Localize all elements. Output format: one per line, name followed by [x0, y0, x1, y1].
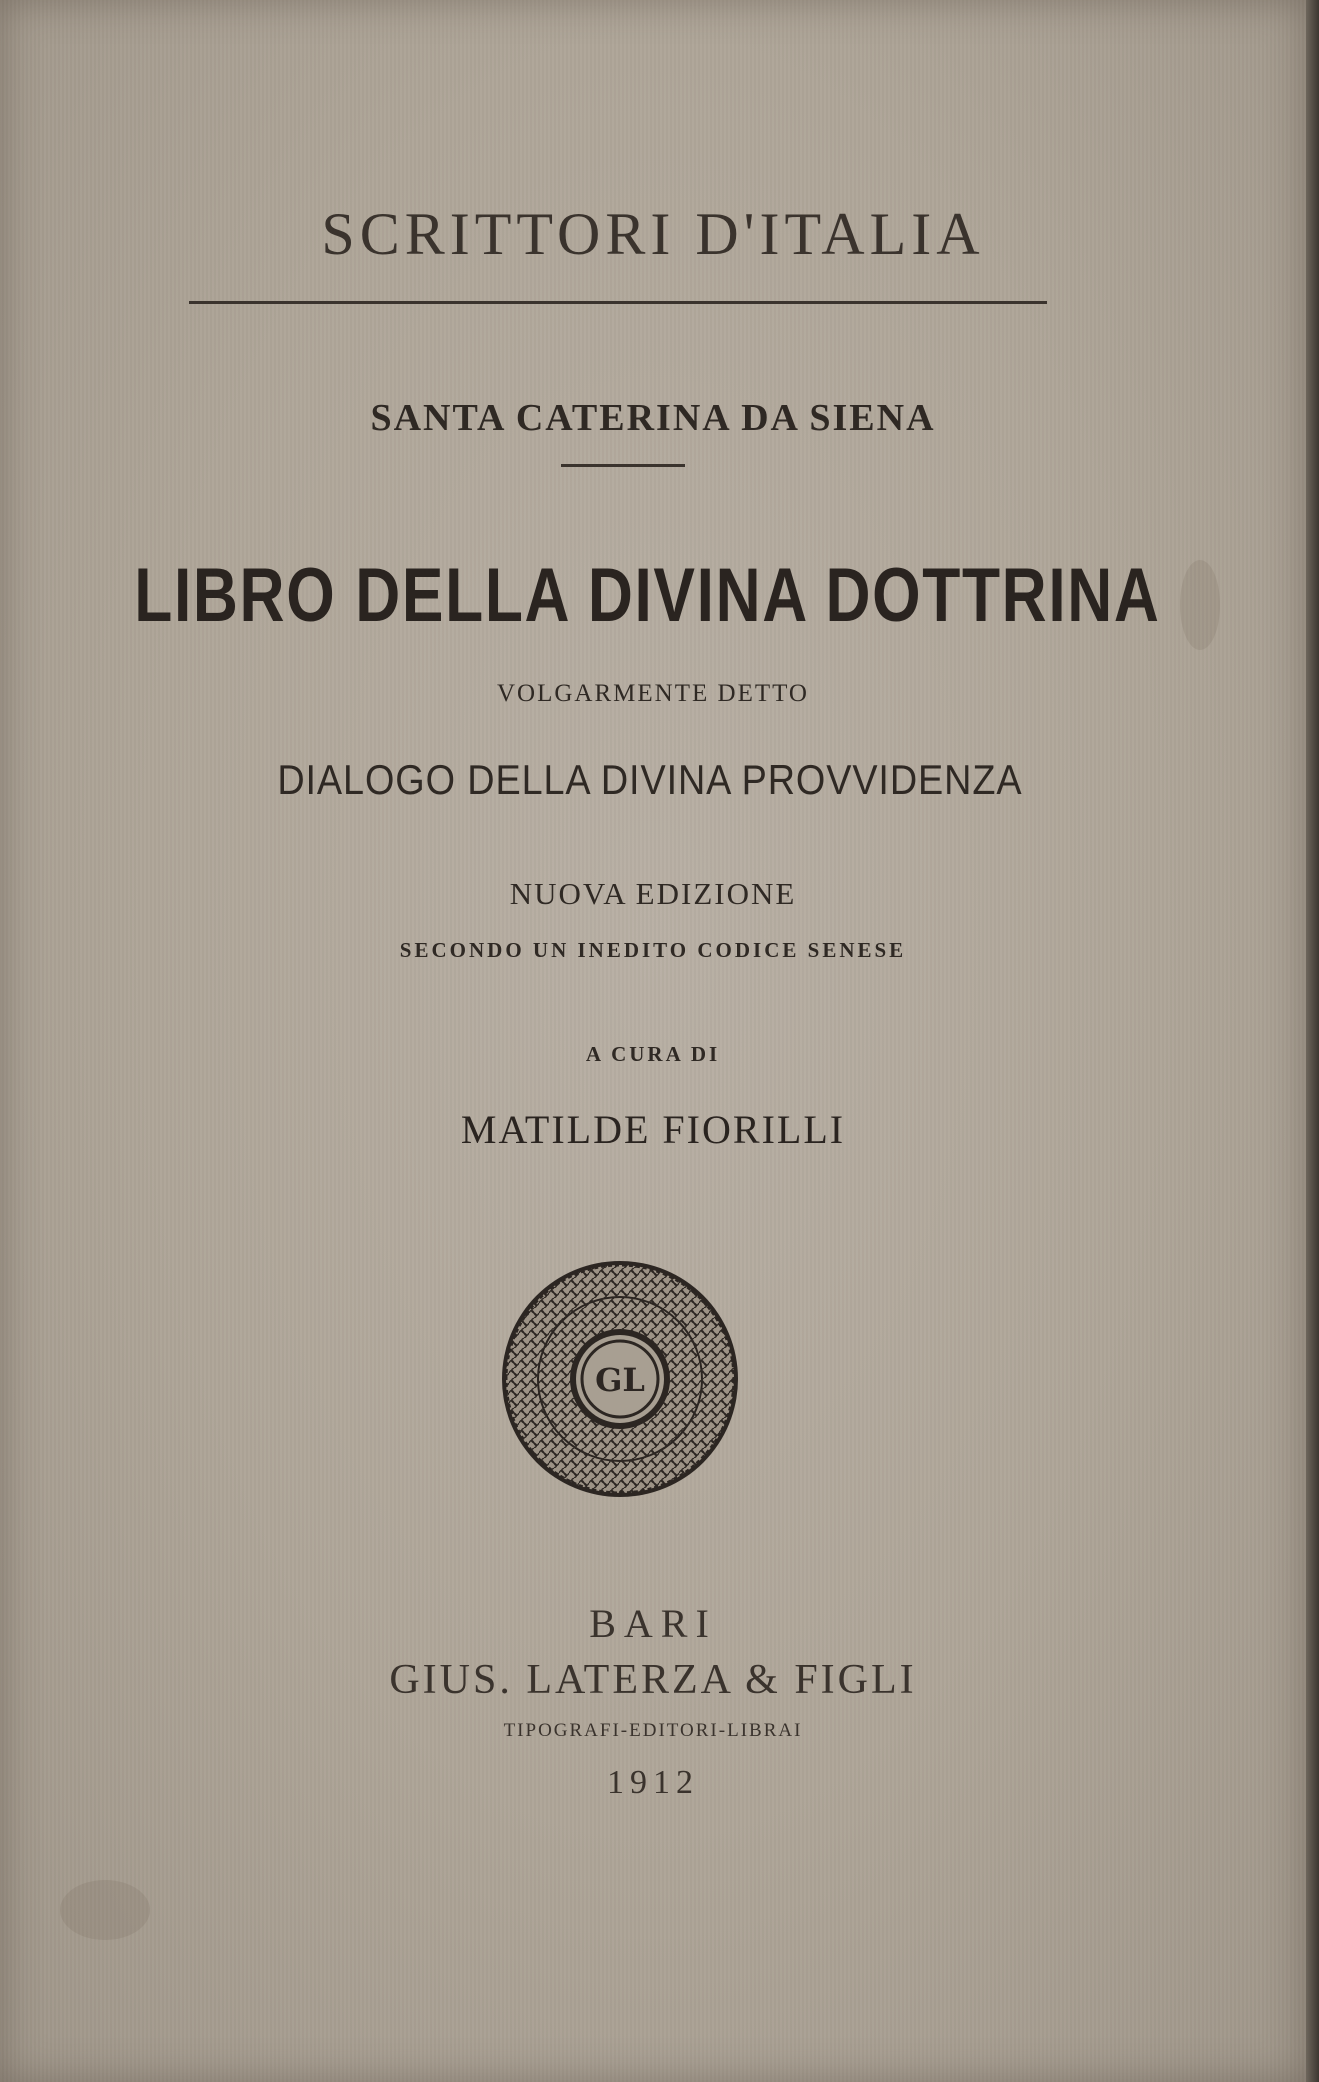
paper-stain [60, 1880, 150, 1940]
editor-name: MATILDE FIORILLI [460, 1107, 846, 1152]
subtitle-intro: VOLGARMENTE DETTO [497, 680, 809, 707]
author-name: SANTA CATERINA DA SIENA [370, 397, 936, 439]
publisher-trade: TIPOGRAFI-EDITORI-LIBRAI [503, 1720, 803, 1741]
publisher-name: GIUS. LATERZA & FIGLI [389, 1657, 917, 1703]
editor-intro: A CURA DI [585, 1042, 721, 1066]
author-divider [561, 464, 685, 467]
publication-place: BARI [589, 1601, 717, 1646]
publication-year: 1912 [607, 1764, 699, 1801]
edition-label: NUOVA EDIZIONE [509, 876, 797, 911]
emblem-monogram: GL [595, 1361, 645, 1399]
series-divider [189, 301, 1047, 304]
series-title: SCRITTORI D'ITALIA [321, 201, 985, 267]
book-subtitle: DIALOGO DELLA DIVINA PROVVIDENZA [277, 756, 1023, 803]
publisher-seal-icon [499, 1258, 741, 1500]
book-edge [1306, 0, 1319, 2082]
book-title: LIBRO DELLA DIVINA DOTTRINA [134, 553, 1161, 638]
edition-note: SECONDO UN INEDITO CODICE SENESE [399, 938, 907, 962]
paper-stain [1180, 560, 1220, 650]
